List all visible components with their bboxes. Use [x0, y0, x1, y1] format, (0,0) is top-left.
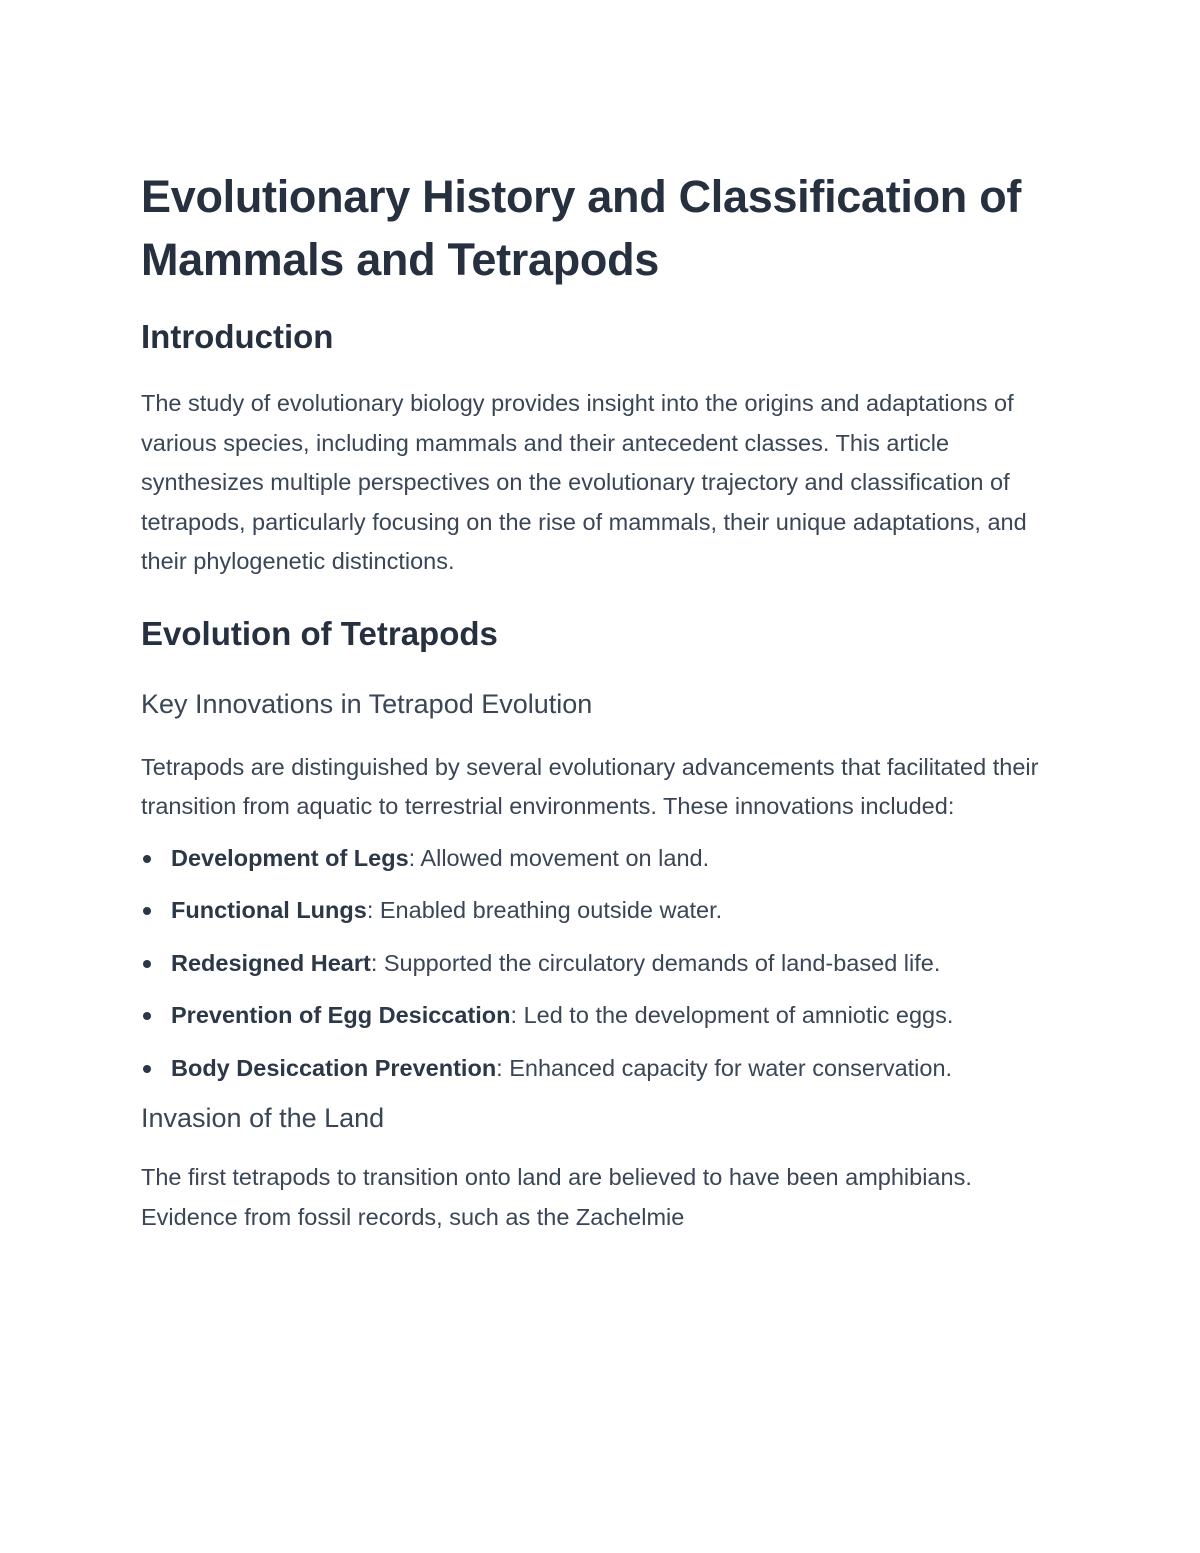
document-page: [141, 165, 1061, 1237]
document-title: Evolutionary History and Classification of Mammals and Tetrapods: [141, 171, 1022, 285]
list-item-text: : Allowed movement on land.: [408, 844, 710, 871]
list-item-term: Body Desiccation Prevention: [171, 1054, 497, 1081]
bullet-icon: [143, 855, 151, 863]
list-item-term: Redesigned Heart: [171, 949, 371, 976]
bullet-icon: [143, 1012, 151, 1020]
list-item: [141, 839, 1061, 879]
key-innovations-paragraph: Tetrapods are distinguished by several evolutionary advancements that facilitated their transition from aquatic to terrestrial environments. These innovations included:: [141, 753, 1039, 819]
list-item-text: : Enabled breathing outside water.: [366, 897, 723, 923]
list-item: [141, 1049, 1061, 1089]
list-item: [141, 944, 1061, 984]
list-item-text: : Supported the circulatory demands of land-based life.: [370, 949, 941, 976]
list-item: [141, 996, 1061, 1036]
introduction-heading: Introduction: [141, 318, 334, 355]
bullet-icon: [143, 1065, 151, 1073]
invasion-of-land-paragraph: The first tetrapods to transition onto land are believed to have been amphibians. Evidence from fossil records, such as the Zachelmie: [141, 1164, 972, 1230]
innovations-list: [141, 839, 1061, 1089]
list-item-text: : Enhanced capacity for water conservation.: [496, 1054, 953, 1081]
list-item-term: Prevention of Egg Desiccation: [171, 1002, 511, 1028]
evolution-of-tetrapods-heading: Evolution of Tetrapods: [141, 614, 498, 652]
invasion-of-land-heading: Invasion of the Land: [141, 1103, 385, 1133]
introduction-paragraph: The study of evolutionary biology provides insight into the origins and adaptations of various species, including mammals and their antecedent classes. This article synthesizes multiple perspectives on the evolutionary trajectory and classification of tetrapods, particularly focusing on the rise of mammals, their unique adaptations, and their phylogenetic distinctions.: [141, 390, 1027, 574]
list-item: [141, 891, 1061, 931]
key-innovations-heading: Key Innovations in Tetrapod Evolution: [141, 688, 593, 719]
bullet-icon: [143, 960, 151, 968]
list-item-text: : Led to the development of amniotic eggs.: [510, 1002, 954, 1028]
list-item-term: Functional Lungs: [171, 897, 367, 923]
bullet-icon: [143, 907, 151, 915]
list-item-term: Development of Legs: [171, 844, 409, 871]
